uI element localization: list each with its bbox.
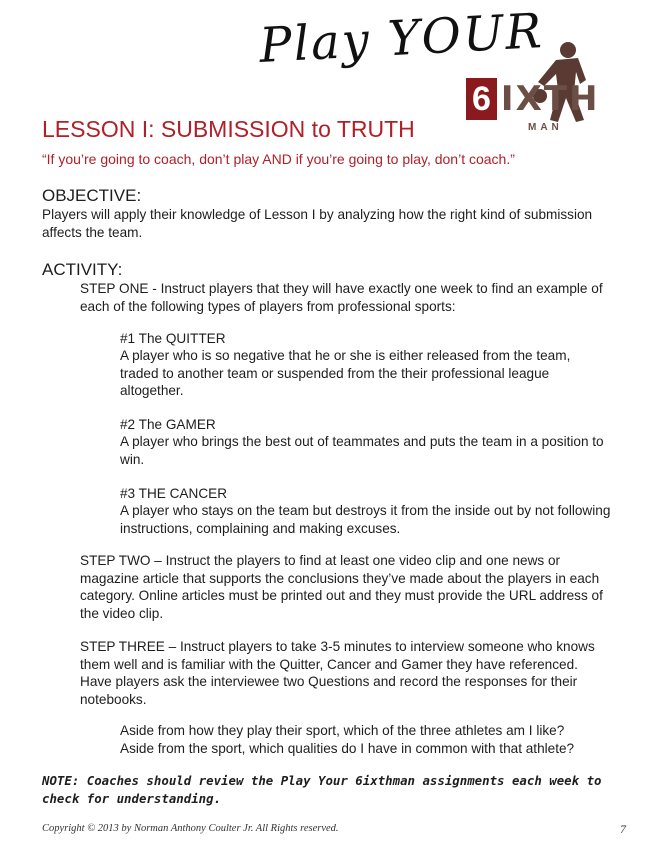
interview-question: Aside from the sport, which qualities do I have in common with that athlete? [120,741,575,756]
objective-heading: OBJECTIVE: [42,186,142,205]
player-type-title: #1 The QUITTER [120,331,226,346]
step-three-text: STEP THREE – Instruct players to take 3-5 minutes to interview someone who knows them well and is familiar with the Quitter, Cancer and Gamer they have referenced. Have players ask the interviewee two Questions and record the responses for their notebooks. [80,639,595,707]
lesson-title: LESSON I: SUBMISSION to TRUTH [42,116,415,142]
lesson-quote: “If you’re going to coach, don’t play AND if you’re going to play, don’t coach.” [42,151,515,167]
player-type-description: A player who brings the best out of teammates and puts the team in a position to win. [120,434,604,467]
interview-question: Aside from how they play their sport, which of the three athletes am I like? [120,723,565,738]
activity-heading: ACTIVITY: [42,260,123,279]
step-one-text: STEP ONE - Instruct players that they will have exactly one week to find an example of each of the following types of players from professional sports: [80,281,603,314]
player-type-description: A player who is so negative that he or she is either released from the team, traded to another team or suspended from the their professional league altogether. [120,348,571,398]
objective-text: Players will apply their knowledge of Lesson I by analyzing how the right kind of submission affects the team. [42,207,593,240]
step-two-text: STEP TWO – Instruct the players to find at least one video clip and one news or magazine article that supports the conclusions they’ve made about the players in each category. Online articles must be printed out and they must provide the URL address of the video clip. [80,553,603,621]
copyright-footer: Copyright © 2013 by Norman Anthony Coulter Jr. All Rights reserved. [42,823,339,834]
play-your-6ixthman-logo [258,3,650,133]
player-type-description: A player who stays on the team but destroys it from the inside out by not following instructions, complaining and making excuses. [120,503,611,536]
page-number: 7 [620,822,626,836]
player-type-title: #3 THE CANCER [120,486,228,501]
logo-ixth: IXTH [500,79,600,119]
coach-note: NOTE: Coaches should review the Play Your 6ixthman assignments each week to check for understanding. [42,773,602,806]
logo-wordmark [466,78,599,120]
logo-six: 6 [466,78,497,120]
logo-man: MAN [528,122,563,133]
player-type-title: #2 The GAMER [120,417,216,432]
logo-script-text: Play YOUR [258,3,545,74]
